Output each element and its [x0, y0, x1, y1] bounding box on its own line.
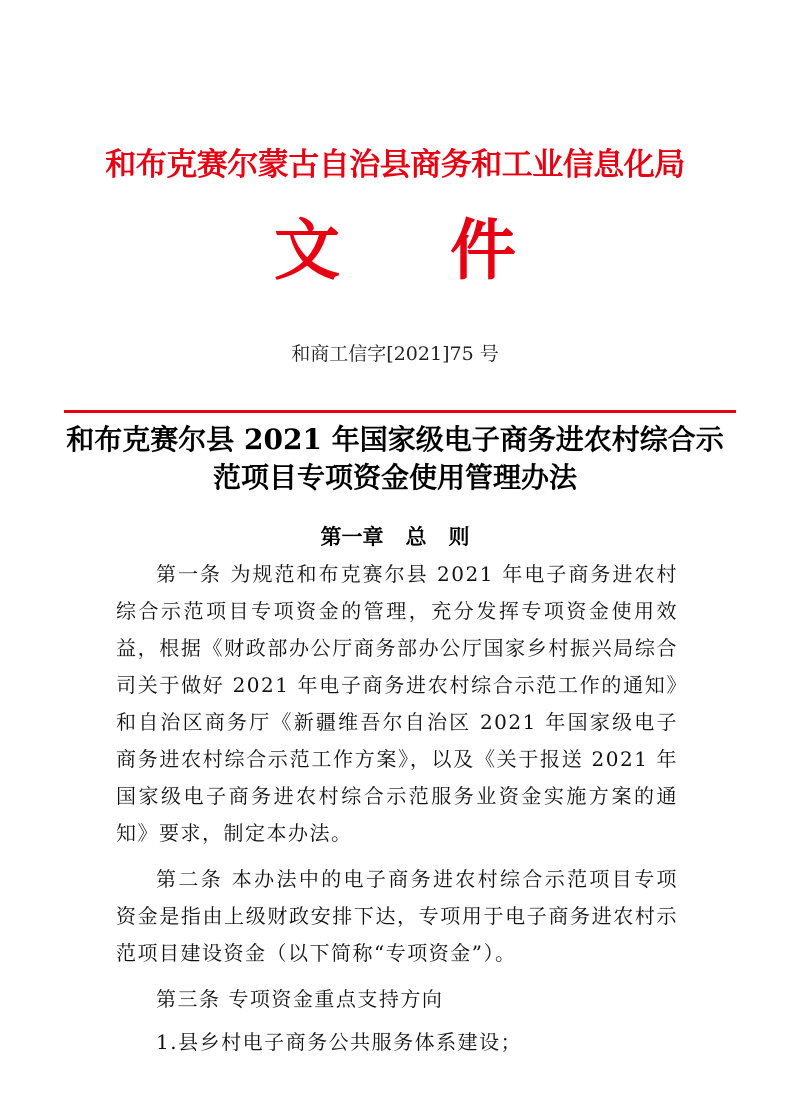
chapter-number: 第一章: [320, 524, 384, 549]
wen-character: 文: [274, 211, 340, 289]
document-body: [116, 556, 678, 1070]
jian-character: 件: [450, 211, 516, 289]
document-header-wenjian: [0, 208, 790, 292]
article-3: 第三条 专项资金重点支持方向: [156, 987, 444, 1011]
chapter-heading: [0, 522, 790, 552]
article-3-item-1: 1.县乡村电子商务公共服务体系建设；: [156, 1030, 523, 1054]
article-2: 第二条 本办法中的电子商务进农村综合示范项目专项资金是指由上级财政安排下达，专项用于电子商务进农村示范项目建设资金（以下简称“专项资金”）。: [116, 867, 678, 965]
chapter-word-ze: 则: [448, 524, 470, 549]
document-title: 和布克赛尔县 2021 年国家级电子商务进农村综合示范项目专项资金使用管理办法: [66, 423, 724, 494]
red-divider-line: [64, 410, 736, 413]
issuer-name: 和布克赛尔蒙古自治县商务和工业信息化局: [105, 147, 685, 183]
document-number: 和商工信字[2021]75 号: [291, 343, 499, 365]
chapter-word-zong: 总: [405, 524, 427, 549]
article-1: 第一条 为规范和布克赛尔县 2021 年电子商务进农村综合示范项目专项资金的管理，充分发挥专项资金使用效益，根据《财政部办公厅商务部办公厅国家乡村振兴局综合司关于做好 2021 年电子商务进农村综合示范工作的通知》和自治区商务厅《新疆维吾尔自治区 2021 年国家级电子商务进农村综合示范工作方案》，以及《关于报送 2021 年国家级电子商务进农村综合示范服务业资金实施方案的通知》要求，制定本办法。: [116, 562, 678, 845]
